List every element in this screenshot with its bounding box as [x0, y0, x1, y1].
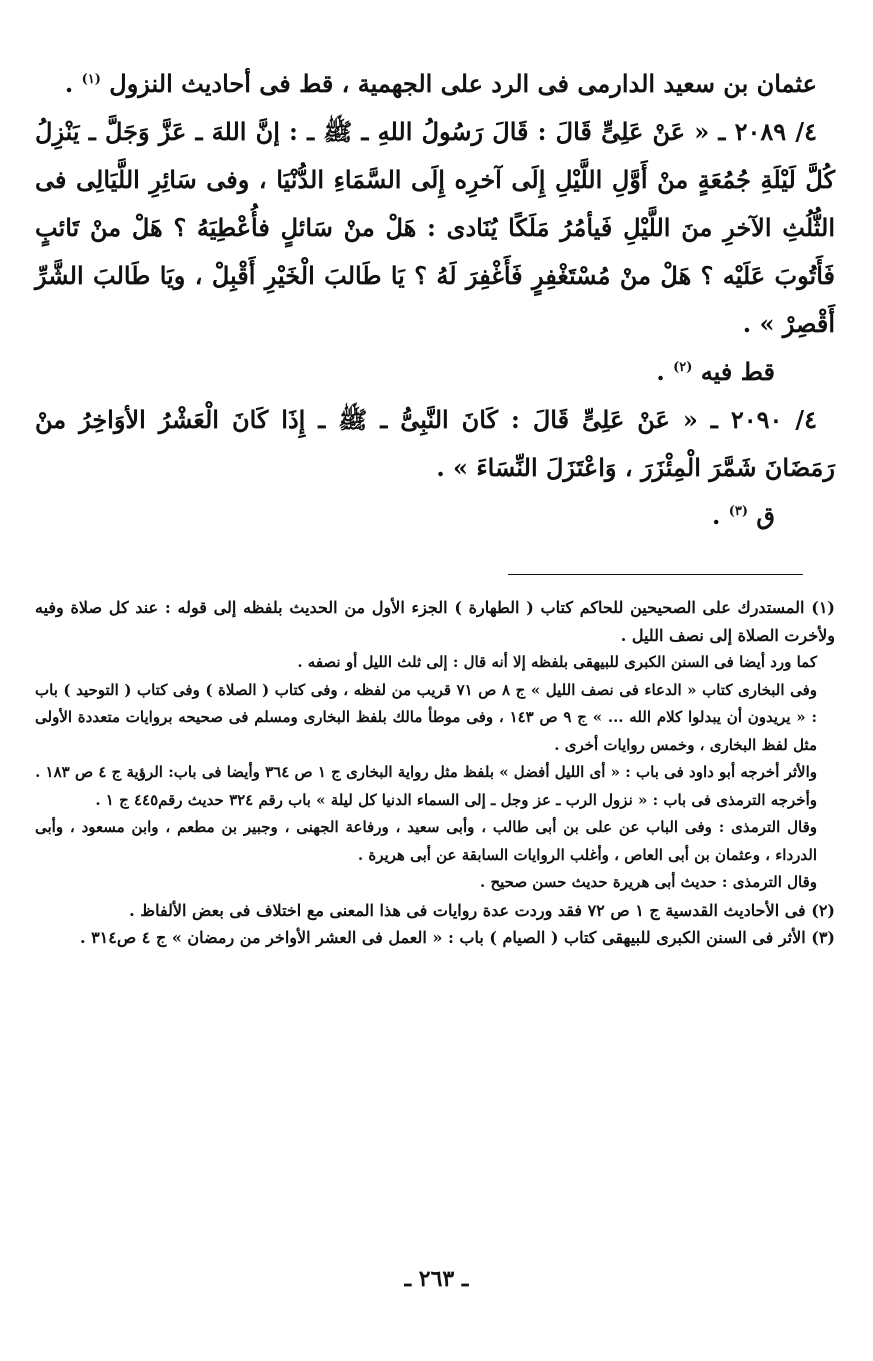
- footnote-1-line: وأخرجه الترمذى فى باب : « نزول الرب ـ عز وجل ـ إلى السماء الدنيا كل ليلة » باب رقم ٣٢٤ حديث رقم٤٤٥ ج ١ .: [95, 790, 817, 809]
- footnote-marker-3: (٣): [728, 504, 749, 519]
- footnote-2: (٢) فى الأحاديث القدسية ج ١ ص ٧٢ فقد وردت عدة روايات فى هذا المعنى مع اختلاف فى بعض الألفاظ .: [129, 900, 835, 920]
- narrator-2089-end: .: [656, 357, 665, 386]
- footnote-1-line: وقال الترمذى : حديث أبى هريرة حديث حسن صحيح .: [480, 873, 817, 891]
- narrator-2090-text: ق: [756, 501, 775, 530]
- footnote-1: (١) المستدرك على الصحيحين للحاكم كتاب ( الطهارة ) الجزء الأول من الحديث بلفظه إلى قوله : عند كل صلاة وفيه ولأخرت الصلاة إلى نصف الليل .: [35, 598, 835, 645]
- hadith-2089: ٤/ ٢٠٨٩ ـ « عَنْ عَلِىٍّ قَالَ : قَالَ رَسُولُ اللهِ ـ ﷺ ـ : إنَّ اللهَ ـ عَزَّ وَجَلَّ ـ يَنْزِلُ كُلَّ لَيْلَةِ جُمُعَةٍ منْ أَوَّلِ اللَّيْلِ إِلَى آخرِه إِلَى السَّمَاءِ الدُّنْيَا ، وفى سَائِرِ اللَّيَالِى فى الثُّلُثِ الآخرِ منَ اللَّيْلِ فَيأمُرُ مَلَكًا يُنَادى : هَلْ منْ سَائلٍ فأُعْطِيَهُ ؟ هَلْ منْ تَائبٍ فَأَتُوبَ عَلَيْه ؟ هَلْ منْ مُسْتَغْفِرٍ فَأَغْفِرَ لَهُ ؟ يَا طَالبَ الْخَيْرِ أَقْبِلْ ، ويَا طَالبَ الشَّرِّ أَقْصِرْ » .: [35, 117, 836, 338]
- footnote-3: (٣) الأثر فى السنن الكبرى للبيهقى كتاب ( الصيام ) باب : « العمل فى العشر الأواخر من رمضان » ج ٤ ص٣١٤ .: [79, 928, 835, 947]
- footnote-1-line: كما ورد أيضا فى السنن الكبرى للبيهقى بلفظه إلا أنه قال : إلى ثلث الليل أو نصفه .: [297, 653, 817, 671]
- narrator-2089-text: قط فيه: [700, 357, 775, 386]
- footnote-1-line: وقال الترمذى : وفى الباب عن على بن أبى طالب ، وأبى سعيد ، ورفاعة الجهنى ، وجبير بن مطعم ، وابن مسعود ، وأبى الدرداء ، وعثمان بن أبى العاص ، وأغلب الروايات السابقة عن أبى هريرة .: [35, 818, 817, 864]
- narrator-2090: [35, 492, 775, 540]
- narrator-2090-end: .: [712, 501, 721, 530]
- footnote-separator: [508, 574, 803, 575]
- hadith-2090: ٤/ ٢٠٩٠ ـ « عَنْ عَلِىٍّ قَالَ : كَانَ النَّبِىُّ ـ ﷺ ـ إِذَا كَانَ الْعَشْرُ الأوَاخِرُ منْ رَمَضَانَ شَمَّرَ الْمِئْزَرَ ، وَاعْتَزَلَ النِّسَاءَ » .: [35, 405, 835, 482]
- footnotes: [35, 594, 835, 952]
- footnote-marker-2: (٢): [673, 360, 693, 375]
- footnote-marker-1: (١): [81, 72, 101, 87]
- intro-end: .: [64, 69, 74, 98]
- intro-line: [35, 60, 817, 108]
- footnote-1-line: وفى البخارى كتاب « الدعاء فى نصف الليل » ج ٨ ص ٧١ قريب من لفظه ، وفى كتاب ( الصلاة ) وفى كتاب ( التوحيد ) باب : « يريدون أن يبدلوا كلام الله ... » ج ٩ ص ١٤٣ ، وفى موطأ مالك بلفظ البخارى ومسلم فى صحيحه بروايات متعددة الأولى مثل لفظ البخارى ، وخمس روايات أخرى .: [35, 680, 818, 754]
- intro-text: عثمان بن سعيد الدارمى فى الرد على الجهمية ، قط فى أحاديث النزول: [109, 69, 817, 98]
- footnote-1-line: والأثر أخرجه أبو داود فى باب : « أى الليل أفضل » بلفظ مثل رواية البخارى ج ١ ص ٣٦٤ وأيضا فى باب: الرؤية ج ٤ ص ١٨٣ .: [35, 763, 817, 781]
- narrator-2089: [35, 348, 775, 396]
- main-text: [35, 60, 835, 540]
- page-number: ـ ٢٦٣ ـ: [404, 1266, 469, 1292]
